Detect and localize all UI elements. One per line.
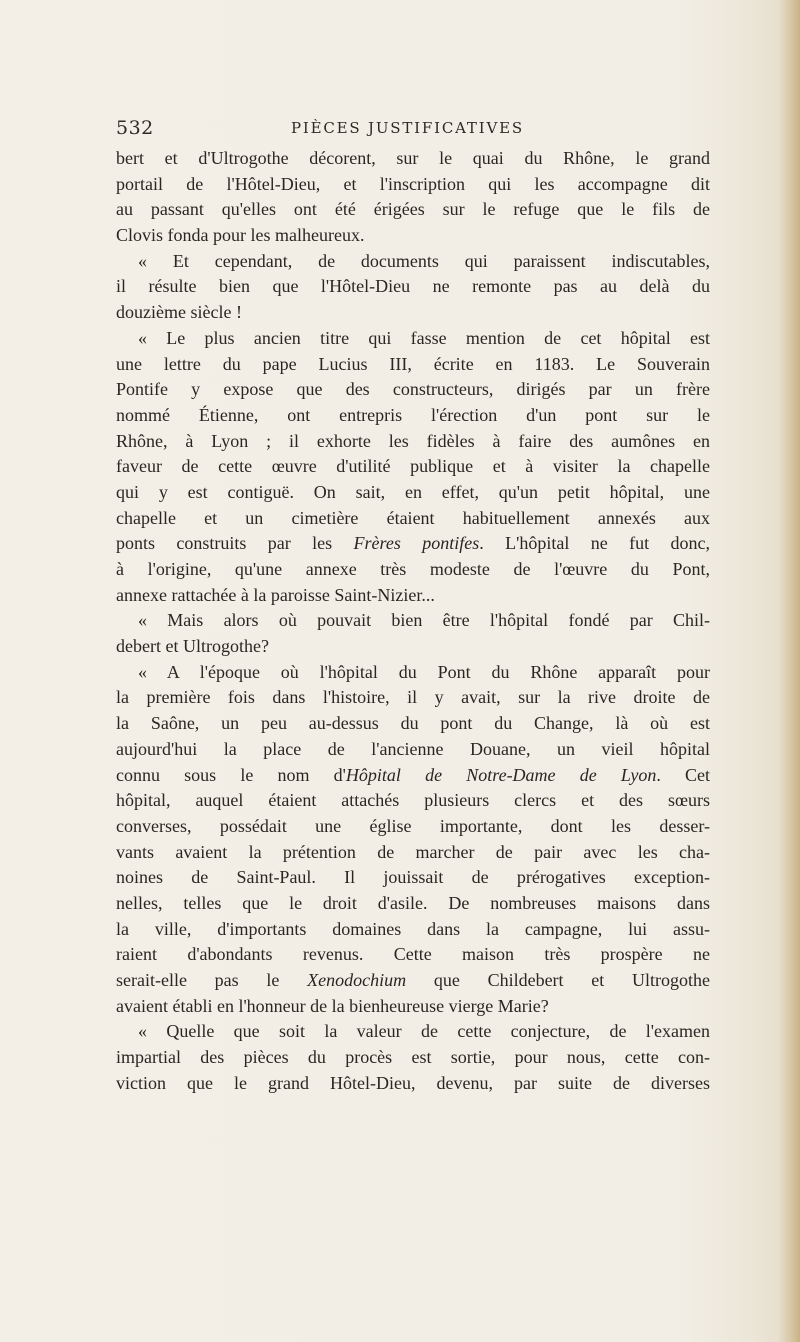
text-line: faveur de cette œuvre d'utilité publique et à visiter la chapelle: [116, 456, 710, 477]
text-line: Rhône, à Lyon ; il exhorte les fidèles à faire des aumônes en: [116, 430, 710, 451]
text-line: « Quelle que soit la valeur de cette conjecture, de l'examen: [138, 1021, 710, 1042]
text-line: Clovis fonda pour les malheureux.: [116, 225, 365, 246]
text-line: debert et Ultrogothe?: [116, 636, 269, 657]
text-line: Pontife y expose que des constructeurs, dirigés par un frère: [116, 379, 710, 400]
text-line: converses, possédait une église importante, dont les desser-: [116, 815, 710, 836]
text-line: connu sous le nom d'Hôpital de Notre-Dame de Lyon. Cet: [116, 764, 711, 785]
text-line: qui y est contiguë. On sait, en effet, qu'un petit hôpital, une: [116, 481, 710, 502]
text-line: la Saône, un peu au-dessus du pont du Change, là où est: [116, 713, 710, 734]
text-line: « A l'époque où l'hôpital du Pont du Rhône apparaît pour: [138, 661, 710, 682]
page-header: [116, 117, 736, 141]
text-line: « Mais alors où pouvait bien être l'hôpital fondé par Chil-: [138, 610, 710, 631]
text-line: « Et cependant, de documents qui paraissent indiscutables,: [138, 250, 710, 271]
text-line: bert et d'Ultrogothe décorent, sur le quai du Rhône, le grand: [116, 148, 710, 168]
text-line: la ville, d'importants domaines dans la campagne, lui assu-: [116, 918, 710, 939]
text-line: « Le plus ancien titre qui fasse mention de cet hôpital est: [138, 327, 710, 348]
text-line: raient d'abondants revenus. Cette maison très prospère ne: [116, 944, 710, 965]
text-line: la première fois dans l'histoire, il y avait, sur la rive droite de: [116, 687, 710, 708]
text-line: hôpital, auquel étaient attachés plusieurs clercs et des sœurs: [116, 790, 710, 811]
text-line: impartial des pièces du procès est sortie, pour nous, cette con-: [116, 1047, 710, 1068]
text-line: au passant qu'elles ont été érigées sur le refuge que le fils de: [116, 199, 710, 220]
text-line: il résulte bien que l'Hôtel-Dieu ne remonte pas au delà du: [116, 276, 710, 297]
page-number: 532: [116, 117, 154, 139]
text-line: vants avaient la prétention de marcher de pair avec les cha-: [116, 841, 710, 862]
text-line: nommé Étienne, ont entrepris l'érection d'un pont sur le: [116, 404, 710, 425]
text-line: portail de l'Hôtel-Dieu, et l'inscription qui les accompagne dit: [116, 173, 710, 194]
text-line: à l'origine, qu'une annexe très modeste de l'œuvre du Pont,: [116, 559, 710, 579]
text-line: une lettre du pape Lucius III, écrite en 1183. Le Souverain: [116, 353, 710, 374]
text-line: noines de Saint-Paul. Il jouissait de prérogatives exception-: [116, 867, 710, 888]
text-line: nelles, telles que le droit d'asile. De nombreuses maisons dans: [116, 892, 710, 913]
page-edge-shading: [778, 0, 800, 1342]
text-line: ponts construits par les Frères pontifes. L'hôpital ne fut donc,: [116, 533, 710, 554]
body-text: [116, 146, 710, 1096]
text-line: aujourd'hui la place de l'ancienne Douane, un vieil hôpital: [116, 738, 710, 759]
text-line: annexe rattachée à la paroisse Saint-Nizier...: [116, 584, 435, 605]
text-line: avaient établi en l'honneur de la bienheureuse vierge Marie?: [116, 995, 549, 1016]
text-line: serait-elle pas le Xenodochium que Childebert et Ultrogothe: [116, 970, 710, 990]
text-line: chapelle et un cimetière étaient habituellement annexés aux: [116, 507, 710, 528]
running-title: PIÈCES JUSTIFICATIVES: [291, 119, 524, 137]
text-line: viction que le grand Hôtel-Dieu, devenu, par suite de diverses: [116, 1072, 710, 1093]
text-line: douzième siècle !: [116, 302, 242, 323]
